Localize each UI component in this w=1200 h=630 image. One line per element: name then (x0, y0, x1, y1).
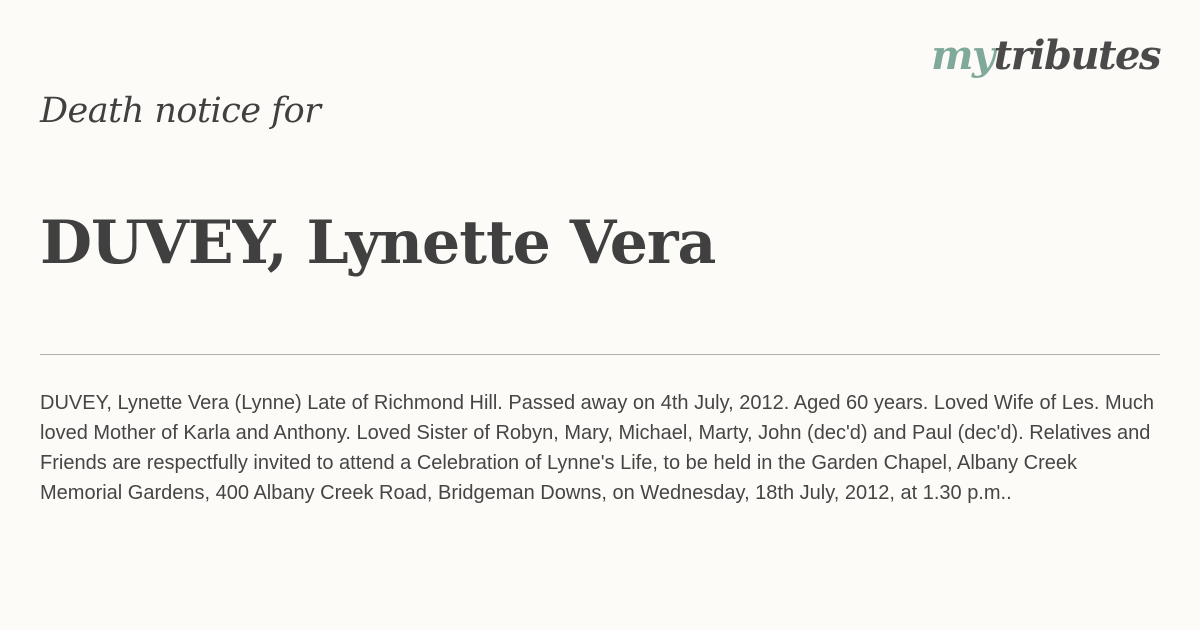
notice-text: DUVEY, Lynette Vera (Lynne) Late of Richmond Hill. Passed away on 4th July, 2012. Aged 60 years. Loved Wife of Les. Much loved Mother of Karla and Anthony. Loved Sister of Robyn, Mary, Michael, Marty, John (dec'd) and Paul (dec'd). Relatives and Friends are respectfully invited to attend a Celebration of Lynne's Life, to be held in the Garden Chapel, Albany Creek Memorial Gardens, 400 Albany Creek Road, Bridgeman Downs, on Wednesday, 18th July, 2012, at 1.30 p.m.. (40, 392, 1154, 504)
notice-subtitle: Death notice for (40, 91, 321, 131)
logo-my: my (931, 32, 994, 79)
divider (40, 354, 1160, 355)
deceased-name: DUVEY, Lynette Vera (40, 208, 716, 278)
mytributes-logo[interactable] (931, 32, 1160, 79)
logo-tributes: tributes (993, 32, 1160, 79)
